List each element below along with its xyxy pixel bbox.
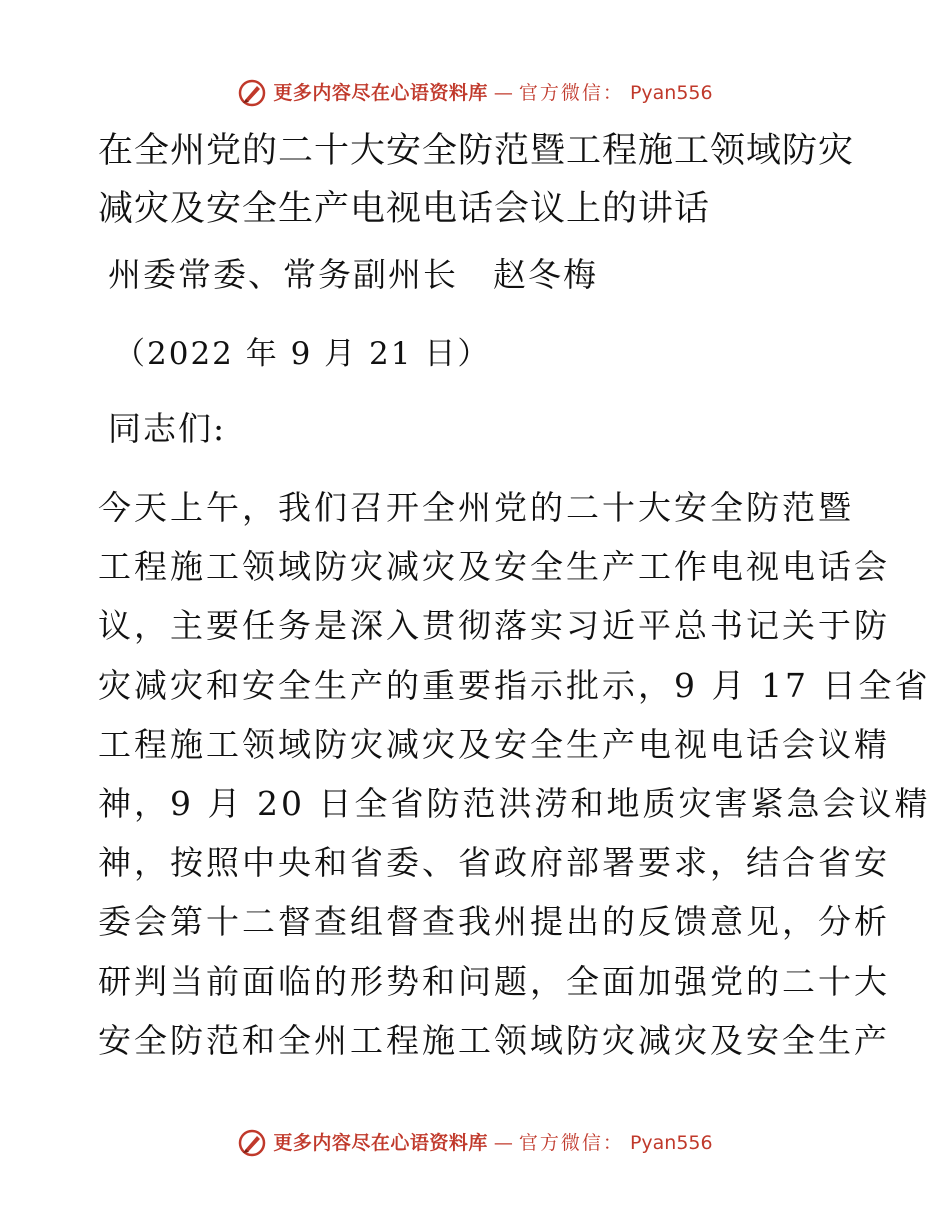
pen-logo-icon	[237, 78, 267, 108]
body-line: 神，9 月 20 日全省防范洪涝和地质灾害紧急会议精	[98, 784, 931, 824]
body-line: 今天上午，我们召开全州党的二十大安全防范暨	[98, 488, 854, 527]
body-line: 工程施工领域防灾减灾及安全生产电视电话会议精	[98, 724, 890, 764]
watermark-wechat-id: Pyan556	[629, 1132, 713, 1154]
body-line: 研判当前面临的形势和问题，全面加强党的二十大	[98, 961, 890, 1001]
body-line: 灾减灾和安全生产的重要指示批示，9 月 17 日全省	[98, 665, 931, 705]
body-paragraph	[98, 478, 931, 1070]
watermark-sub-text: 官方微信：	[518, 1132, 624, 1154]
watermark-main-text: 更多内容尽在心语资料库	[273, 82, 488, 104]
watermark-sub-text: 官方微信：	[518, 82, 624, 104]
speech-date: （2022 年 9 月 21 日）	[114, 336, 491, 372]
greeting: 同志们:	[108, 409, 227, 448]
watermark-wechat-id: Pyan556	[629, 82, 713, 104]
watermark-dash: —	[493, 82, 513, 104]
header-watermark	[0, 78, 950, 108]
speaker-line: 州委常委、常务副州长 赵冬梅	[108, 255, 598, 294]
body-line: 议，主要任务是深入贯彻落实习近平总书记关于防	[98, 606, 890, 646]
title-line: 减灾及安全生产电视电话会议上的讲话	[98, 189, 711, 229]
watermark-dash: —	[493, 1132, 513, 1154]
body-line: 安全防范和全州工程施工领域防灾减灾及安全生产	[98, 1020, 890, 1060]
watermark-main-text: 更多内容尽在心语资料库	[273, 1132, 488, 1154]
title-line: 在全州党的二十大安全防范暨工程施工领域防灾	[98, 131, 855, 171]
body-line: 神，按照中央和省委、省政府部署要求，结合省安	[98, 843, 890, 883]
document-title	[98, 122, 858, 238]
body-line: 工程施工领域防灾减灾及安全生产工作电视电话会	[98, 547, 890, 587]
body-line: 委会第十二督查组督查我州提出的反馈意见，分析	[98, 902, 890, 942]
footer-watermark	[0, 1128, 950, 1158]
pen-logo-icon	[237, 1128, 267, 1158]
